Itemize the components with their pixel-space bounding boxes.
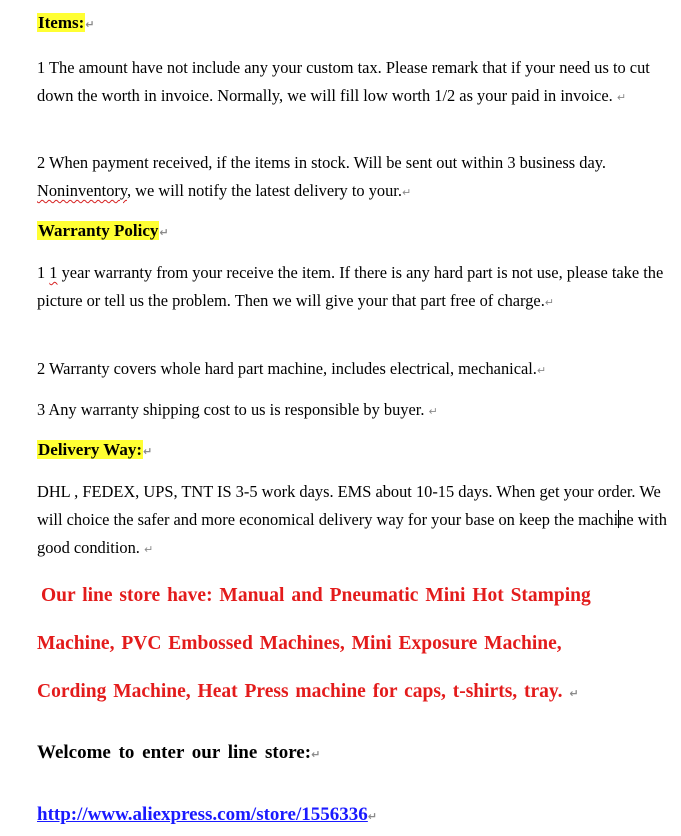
store-link[interactable]: http://www.aliexpress.com/store/1556336 [37, 804, 368, 825]
warranty-heading-text: Warranty Policy [38, 221, 159, 240]
paragraph-mark-icon: ↵ [401, 186, 412, 199]
promo-line-2: Machine, PVC Embossed Machines, Mini Exposure Machine, [37, 633, 562, 654]
store-link-line [37, 802, 377, 830]
paragraph-mark-icon: ↵ [311, 748, 321, 761]
items-paragraph-2-after: , we will notify the latest delivery to your. [126, 181, 402, 200]
promo-line-1: Our line store have: Manual and Pneumatic Mini Hot Stamping [41, 585, 591, 606]
promo-line-3-text: Cording Machine, Heat Press machine for caps, t-shirts, tray. [37, 681, 563, 702]
paragraph-mark-icon: ↵ [85, 18, 95, 31]
warranty-paragraph-1 [37, 259, 667, 317]
paragraph-mark-icon: ↵ [536, 364, 547, 377]
delivery-paragraph [37, 478, 667, 564]
delivery-heading-text: Delivery Way: [38, 440, 143, 459]
paragraph-mark-icon: ↵ [367, 810, 377, 823]
promo-line-3 [37, 668, 657, 718]
delivery-paragraph-before: DHL , FEDEX, UPS, TNT IS 3-5 work days. EMS about 10-15 days. When get your order. We will choice the safer and more economical delivery way for your base on keep the machi [37, 482, 661, 529]
warranty-paragraph-3 [37, 396, 667, 426]
items-heading-text: Items: [38, 13, 85, 32]
items-paragraph-1-text: 1 The amount have not include any your custom tax. Please remark that if your need us to cut down the worth in invoice. Normally, we will fill low worth 1/2 as your paid in invoice. [37, 58, 650, 105]
paragraph-mark-icon: ↵ [544, 296, 555, 309]
warranty-paragraph-2-text: 2 Warranty covers whole hard part machine, includes electrical, mechanical. [37, 359, 537, 378]
items-paragraph-1 [37, 54, 667, 112]
spelling-flagged-word[interactable]: Noninventory [37, 181, 127, 200]
warranty-heading [37, 220, 169, 244]
warranty-paragraph-1-lead: 1 [37, 263, 50, 282]
paragraph-mark-icon: ↵ [143, 445, 153, 458]
spelling-flagged-word[interactable]: 1 [49, 263, 58, 282]
items-heading [37, 12, 94, 36]
paragraph-mark-icon: ↵ [144, 543, 154, 556]
paragraph-mark-icon: ↵ [159, 226, 169, 239]
paragraph-mark-icon: ↵ [569, 687, 579, 700]
items-paragraph-2-before: 2 When payment received, if the items in stock. Will be sent out within 3 business day. [37, 153, 606, 172]
paragraph-mark-icon: ↵ [428, 405, 438, 418]
delivery-paragraph-after: ne with good condition. [37, 510, 667, 557]
warranty-paragraph-2 [37, 355, 667, 385]
warranty-paragraph-3-text: 3 Any warranty shipping cost to us is responsible by buyer. [37, 400, 425, 419]
paragraph-mark-icon: ↵ [616, 91, 627, 104]
warranty-paragraph-1-rest: year warranty from your receive the item. If there is any hard part is not use, please take the picture or tell us the problem. Then we will give your that part free of charge. [37, 263, 664, 310]
welcome-text-content: Welcome to enter our line store: [37, 742, 312, 763]
delivery-heading [37, 439, 152, 463]
welcome-text [37, 740, 320, 768]
items-paragraph-2 [37, 149, 667, 207]
promo-block [37, 572, 657, 718]
